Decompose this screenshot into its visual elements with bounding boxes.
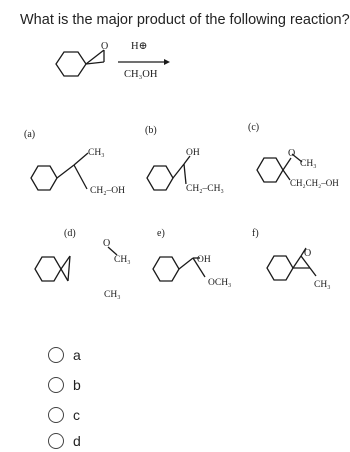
structure-b-ethyl: CH₂–CH₃ (186, 184, 224, 194)
choice-b-label: b (73, 377, 81, 393)
structure-e-hydroxyl: OH (197, 255, 211, 265)
choice-d-label: d (73, 433, 81, 449)
arrow-head (164, 59, 170, 65)
choice-a[interactable] (48, 344, 81, 366)
structure-e-label: e) (157, 228, 165, 239)
reactant-oxygen: O (101, 41, 109, 52)
choice-a-label: a (73, 347, 81, 363)
structure-d-label: (d) (64, 228, 76, 239)
structure-c-oxygen: O (288, 148, 296, 159)
radio-c[interactable] (48, 407, 64, 423)
structure-a (31, 153, 88, 190)
reagent-acid: H⊕ (131, 41, 148, 52)
structure-f-oxygen: O (304, 248, 312, 259)
structure-d-methyl-2: CH₃ (104, 290, 121, 300)
structure-a-label: (a) (24, 129, 36, 140)
radio-b[interactable] (48, 377, 64, 393)
reagent-methanol: CH₃OH (124, 69, 158, 80)
choice-b[interactable] (48, 374, 81, 396)
structure-c-methyl: CH₃ (300, 159, 317, 169)
structure-e-methoxy: OCH₃ (208, 278, 232, 288)
question-text: What is the major product of the following reaction? (20, 12, 350, 28)
choice-c[interactable] (48, 404, 80, 426)
structure-a-methyl: CH₃ (88, 148, 105, 158)
structure-a-hydroxymethyl: CH₂–OH (90, 186, 125, 196)
choice-c-label: c (73, 407, 80, 423)
structure-c-hydroxyethyl: CH₂CH₂–OH (290, 178, 339, 188)
choice-d[interactable] (48, 430, 81, 452)
structure-b-hydroxyl: OH (186, 148, 200, 158)
structure-d (35, 247, 117, 281)
radio-a[interactable] (48, 347, 64, 363)
reactant-spiro-epoxide (56, 50, 104, 76)
radio-d[interactable] (48, 433, 64, 449)
structure-b (147, 156, 190, 190)
structure-d-oxygen: O (103, 238, 111, 249)
structure-f-methyl: CH₃ (314, 280, 331, 290)
structure-d-methyl-1: CH₃ (114, 255, 131, 265)
structure-b-label: (b) (145, 125, 157, 136)
structure-c-label: (c) (248, 122, 260, 133)
structure-f-label: f) (252, 228, 259, 239)
